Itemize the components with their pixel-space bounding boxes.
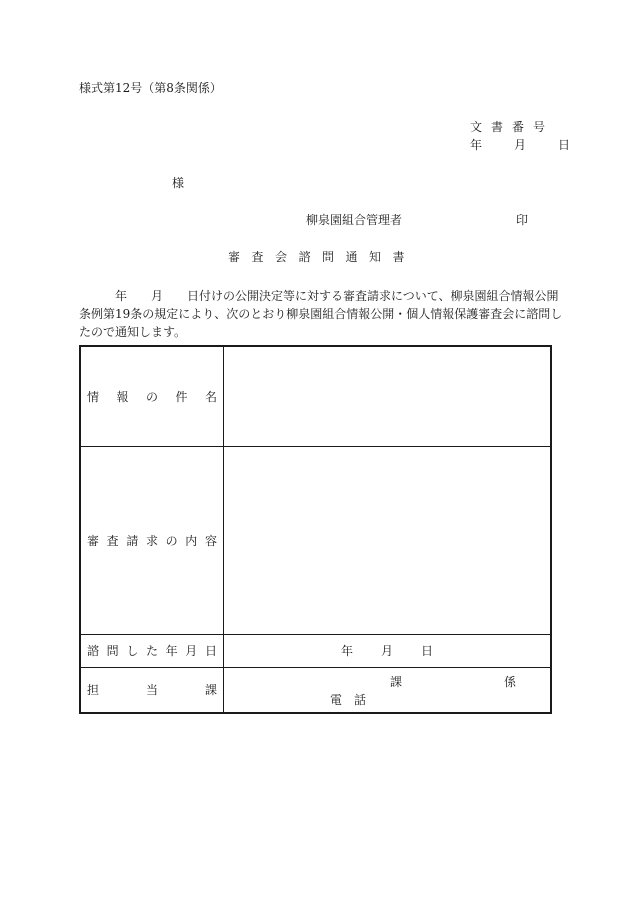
- label-inquiry-date: [80, 634, 224, 667]
- label-char: 件: [175, 389, 188, 404]
- seal-mark: 印: [516, 213, 529, 227]
- document-date-year: 年: [470, 138, 483, 152]
- label-char: 報: [116, 389, 129, 404]
- document-date: [470, 136, 570, 153]
- label-char: 求: [145, 533, 158, 548]
- label-char: 情: [87, 389, 100, 404]
- sender-name: 柳泉園組合管理者: [306, 213, 403, 227]
- document-date-month: 月: [514, 138, 527, 152]
- document-number-label: 文書番号: [470, 120, 555, 134]
- label-subject: [80, 346, 224, 446]
- department-phone: 電 話: [330, 692, 367, 707]
- label-char: 請: [126, 533, 139, 548]
- label-char: 査: [106, 533, 119, 548]
- label-char: 名: [204, 389, 217, 404]
- body-line-3: たので通知します。: [79, 325, 187, 339]
- inquiry-table: [79, 345, 552, 714]
- body-line-1: 年 月 日付けの公開決定等に対する審査請求について、柳泉園組合情報公開: [115, 289, 559, 303]
- inquiry-date-month: 月: [380, 644, 393, 658]
- label-char: 当: [145, 683, 158, 697]
- value-inquiry-date[interactable]: [224, 634, 552, 667]
- value-request-content[interactable]: [224, 446, 552, 634]
- document-title: 審査会諮問通知書: [228, 250, 417, 264]
- body-text: [79, 287, 563, 341]
- department-kakari: 係: [504, 674, 517, 689]
- label-char: た: [145, 644, 158, 658]
- label-char: 内: [185, 533, 198, 548]
- label-char: 月: [185, 644, 198, 658]
- body-line-2: 条例第19条の規定により、次のとおり柳泉園組合情報公開・個人情報保護審査会に諮問し: [79, 307, 563, 321]
- inquiry-date-day: 日: [421, 644, 434, 658]
- label-char: し: [126, 644, 139, 658]
- document-date-day: 日: [558, 138, 571, 152]
- form-number: 様式第12号（第8条関係）: [79, 81, 222, 95]
- table-row-department: [80, 667, 551, 713]
- label-char: 年: [165, 644, 178, 658]
- label-char: 担: [87, 683, 100, 697]
- label-char: 課: [204, 683, 217, 697]
- label-request-content: [80, 446, 224, 634]
- value-department[interactable]: [224, 667, 552, 713]
- label-char: 諮: [87, 644, 100, 658]
- addressee-honorific: 様: [172, 176, 185, 190]
- table-row-inquiry-date: [80, 634, 551, 667]
- table-row-request-content: [80, 446, 551, 634]
- label-char: 日: [204, 644, 217, 658]
- label-char: の: [165, 533, 178, 548]
- label-char: 問: [106, 644, 119, 658]
- department-ka: 課: [390, 674, 403, 689]
- label-char: の: [145, 389, 158, 404]
- label-department: [80, 667, 224, 713]
- value-subject[interactable]: [224, 346, 552, 446]
- label-char: 審: [87, 533, 100, 548]
- label-char: 容: [204, 533, 217, 548]
- table-row-subject: [80, 346, 551, 446]
- inquiry-date-year: 年: [340, 644, 353, 658]
